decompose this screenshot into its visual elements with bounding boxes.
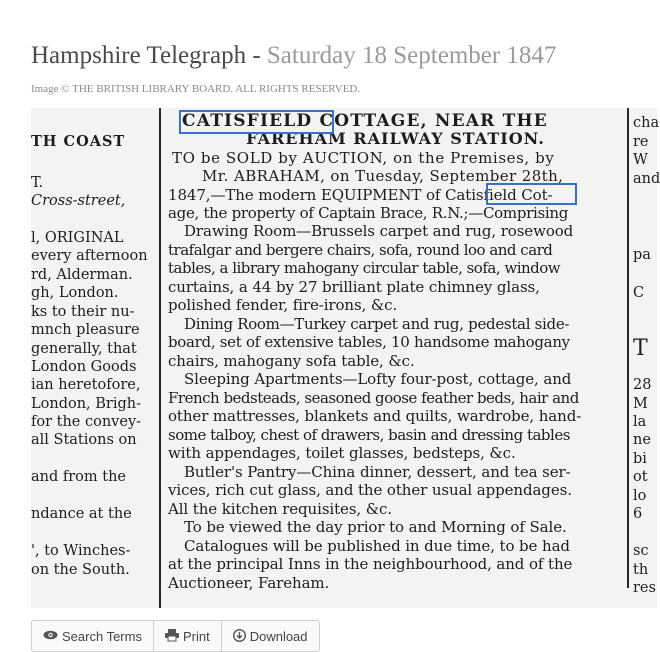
right-column-line: and — [633, 171, 660, 187]
column-rule-left — [159, 108, 161, 608]
right-column-line: M — [633, 396, 648, 412]
page-title — [31, 42, 556, 70]
article-line: tables, a library mahogany circular table, sofa, window — [168, 259, 561, 277]
download-label: Download — [249, 629, 308, 644]
left-column-line: T. — [31, 175, 44, 191]
article-line: Catalogues will be published in due time, to be had — [184, 537, 570, 555]
left-column-line: ', to Winches- — [31, 543, 131, 559]
left-column-line: for the convey- — [31, 414, 142, 430]
search-terms-label: Search Terms — [62, 629, 142, 644]
right-column-line: 28 — [633, 377, 652, 393]
right-column-line: pa — [633, 247, 651, 263]
article-line: board, set of extensive tables, 10 handsome mahogany — [168, 333, 570, 351]
right-column-line: T — [633, 336, 648, 361]
print-button[interactable] — [154, 621, 222, 651]
right-column-line: lo — [633, 488, 647, 504]
article-line: vices, rich cut glass, and the other usual appendages. — [168, 481, 572, 499]
article-line: Dining Room—Turkey carpet and rug, pedestal side- — [184, 315, 570, 333]
printer-icon — [165, 629, 179, 644]
right-column-line: th — [633, 562, 649, 578]
left-column-line: TH COAST — [31, 133, 126, 150]
article-line: Mr. ABRAHAM, on Tuesday, September 28th, — [202, 167, 564, 185]
issue-date: Saturday 18 September 1847 — [266, 42, 557, 69]
print-label: Print — [182, 629, 210, 644]
left-column-line: and from the — [31, 469, 127, 485]
article-line: curtains, a 44 by 27 brilliant plate chimney glass, — [168, 278, 540, 296]
right-column-line: W — [633, 152, 648, 168]
article-line: at the principal Inns in the neighbourhood, and of the — [168, 555, 573, 573]
eye-icon — [43, 629, 58, 643]
article-line: with appendages, toilet glasses, bedsteps, &c. — [168, 444, 516, 462]
download-button[interactable] — [222, 621, 319, 651]
newspaper-name: Hampshire Telegraph - — [31, 42, 267, 69]
left-column-line: on the South. — [31, 562, 130, 578]
article-line: age, the property of Captain Brace, R.N.;—Comprising — [168, 204, 569, 222]
image-copyright: Image © THE BRITISH LIBRARY BOARD. ALL RIGHTS RESERVED. — [31, 83, 361, 95]
article-line: French bedsteads, seasoned goose feather beds, hair and — [168, 389, 579, 407]
download-icon — [233, 629, 246, 645]
left-column-line: ndance at the — [31, 506, 132, 522]
right-column-line: res — [633, 580, 656, 596]
right-column-line: re — [633, 134, 649, 150]
article-line: polished fender, fire-irons, &c. — [168, 296, 398, 314]
left-column-line: generally, that — [31, 341, 137, 357]
left-column-line: ks to their nu- — [31, 304, 135, 320]
left-column — [31, 108, 155, 608]
left-column-line: all Stations on — [31, 432, 137, 448]
left-column-line: mnch pleasure — [31, 322, 140, 338]
article-line: Drawing Room—Brussels carpet and rug, rosewood — [184, 222, 574, 240]
right-column-line: sc — [633, 543, 649, 559]
right-column-line: ot — [633, 469, 648, 485]
search-term-highlight[interactable] — [486, 183, 577, 205]
left-column-line: London, Brigh- — [31, 396, 142, 412]
right-column-line: bi — [633, 451, 647, 467]
left-column-line: l, ORIGINAL — [31, 230, 124, 246]
left-column-line: rd, Alderman. — [31, 267, 133, 283]
article-line: trafalgar and bergere chairs, sofa, round loo and card — [168, 241, 553, 259]
left-column-line: every afternoon — [31, 248, 148, 264]
right-column-line: la — [633, 414, 647, 430]
right-column-line: 6 — [633, 506, 643, 522]
article-line: chairs, mahogany sofa table, &c. — [168, 352, 415, 370]
article-line: TO be SOLD by AUCTION, on the Premises, by — [172, 149, 555, 167]
article-line: To be viewed the day prior to and Morning of Sale. — [184, 518, 567, 536]
left-column-line: London Goods — [31, 359, 137, 375]
right-column-line: cha — [633, 115, 660, 131]
viewer-toolbar — [31, 620, 320, 652]
article-headline: CATISFIELD COTTAGE, NEAR THE — [182, 111, 548, 131]
left-column-line: Cross-street, — [31, 193, 126, 209]
right-column — [631, 108, 660, 608]
right-column-line: C — [633, 285, 645, 301]
article-line: Sleeping Apartments—Lofty four-post, cottage, and — [184, 370, 572, 388]
search-term-highlight[interactable] — [179, 110, 334, 134]
right-column-line: ne — [633, 432, 651, 448]
search-terms-button[interactable] — [32, 621, 154, 651]
left-column-line: ian heretofore, — [31, 377, 141, 393]
article-line: other mattresses, blankets and quilts, wardrobe, hand- — [168, 407, 582, 425]
article-line: some talboy, chest of drawers, basin and dressing tables — [168, 426, 570, 444]
article-line: Auctioneer, Fareham. — [168, 574, 330, 592]
article-line: 1847,—The modern EQUIPMENT of Catisfield Cot- — [168, 186, 553, 204]
article-line: Butler's Pantry—China dinner, dessert, and tea ser- — [184, 463, 571, 481]
article-line: All the kitchen requisites, &c. — [168, 500, 392, 518]
article-subheadline: FAREHAM RAILWAY STATION. — [246, 129, 545, 148]
left-column-line: gh, London. — [31, 285, 119, 301]
